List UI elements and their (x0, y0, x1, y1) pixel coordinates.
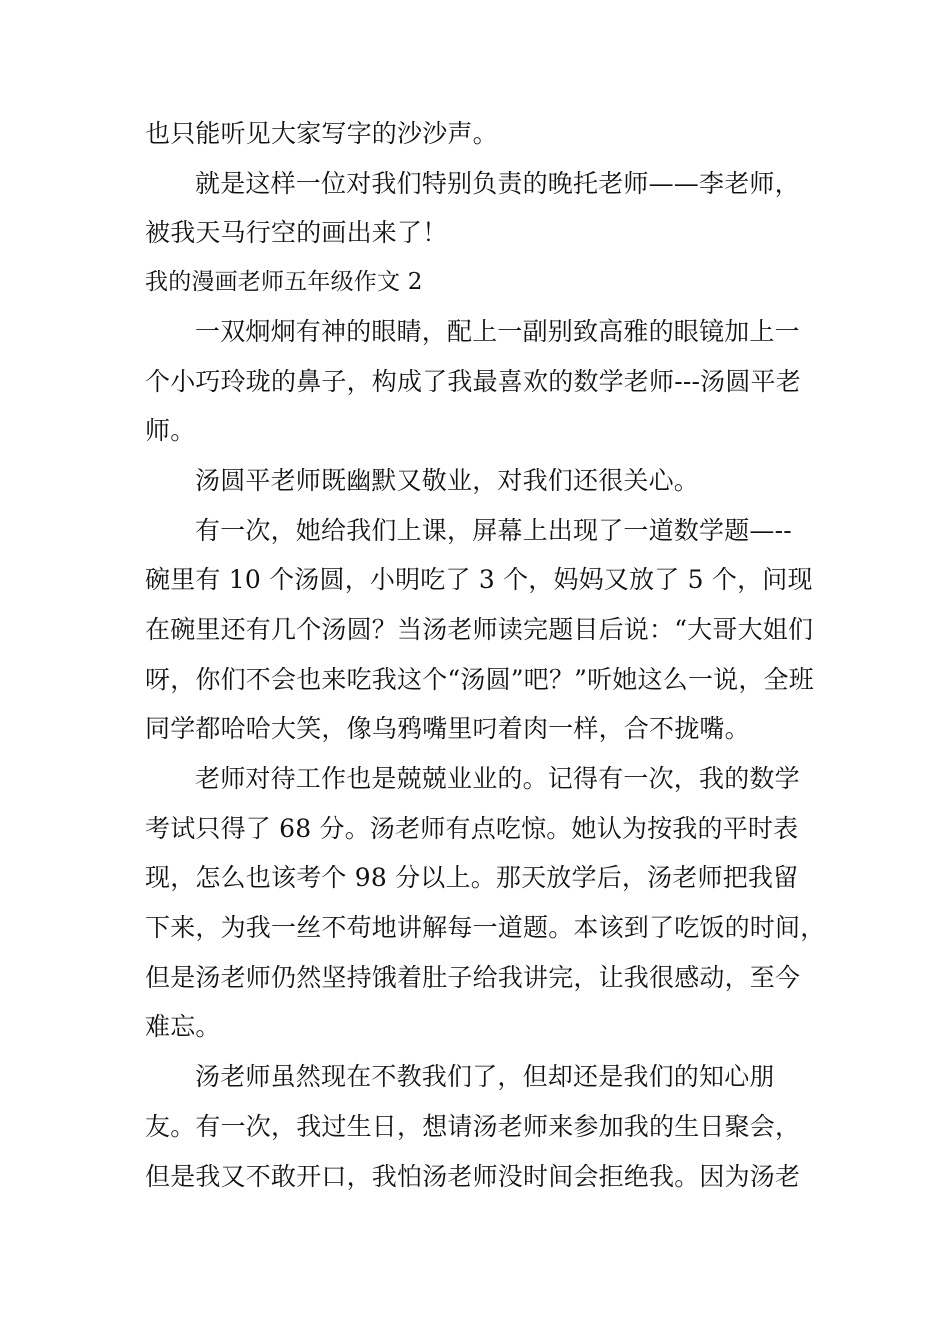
text-line: 同学都哈哈大笑，像乌鸦嘴里叼着肉一样，合不拢嘴。 (145, 714, 750, 743)
text-line: 碗里有 10 个汤圆，小明吃了 3 个，妈妈又放了 5 个，问现 (145, 565, 813, 594)
text-line: 友。有一次，我过生日，想请汤老师来参加我的生日聚会， (145, 1112, 801, 1141)
paragraph-start-line: 汤圆平老师既幽默又敬业，对我们还很关心。 (195, 466, 700, 495)
paragraph-start-line: 就是这样一位对我们特别负责的晚托老师——李老师， (195, 169, 800, 198)
text-line: 但是汤老师仍然坚持饿着肚子给我讲完，让我很感动，至今 (145, 963, 801, 992)
text-line: 个小巧玲珑的鼻子，构成了我最喜欢的数学老师---汤圆平老 (145, 367, 801, 396)
text-line: 在碗里还有几个汤圆？当汤老师读完题目后说：“大哥大姐们 (145, 615, 814, 644)
paragraph-start-line: 汤老师虽然现在不教我们了，但却还是我们的知心朋 (195, 1062, 775, 1091)
text-line: 难忘。 (145, 1012, 221, 1041)
text-line: 考试只得了 68 分。汤老师有点吃惊。她认为按我的平时表 (145, 814, 799, 843)
paragraph-start-line: 有一次，她给我们上课，屏幕上出现了一道数学题—-- (195, 516, 792, 545)
section-heading: 我的漫画老师五年级作文 2 (145, 269, 423, 295)
text-line: 现，怎么也该考个 98 分以上。那天放学后，汤老师把我留 (145, 863, 799, 892)
paragraph-start-line: 老师对待工作也是兢兢业业的。记得有一次，我的数学 (195, 764, 800, 793)
text-line: 也只能听见大家写字的沙沙声。 (145, 119, 498, 148)
text-line: 下来，为我一丝不苟地讲解每一道题。本该到了吃饭的时间， (145, 913, 826, 942)
text-line: 被我天马行空的画出来了！ (145, 218, 448, 247)
text-line: 呀，你们不会也来吃我这个“汤圆”吧？”听她这么一说，全班 (145, 665, 814, 694)
paragraph-start-line: 一双炯炯有神的眼睛，配上一副别致高雅的眼镜加上一 (195, 317, 800, 346)
text-line: 师。 (145, 416, 196, 445)
text-line: 但是我又不敢开口，我怕汤老师没时间会拒绝我。因为汤老 (145, 1162, 801, 1191)
